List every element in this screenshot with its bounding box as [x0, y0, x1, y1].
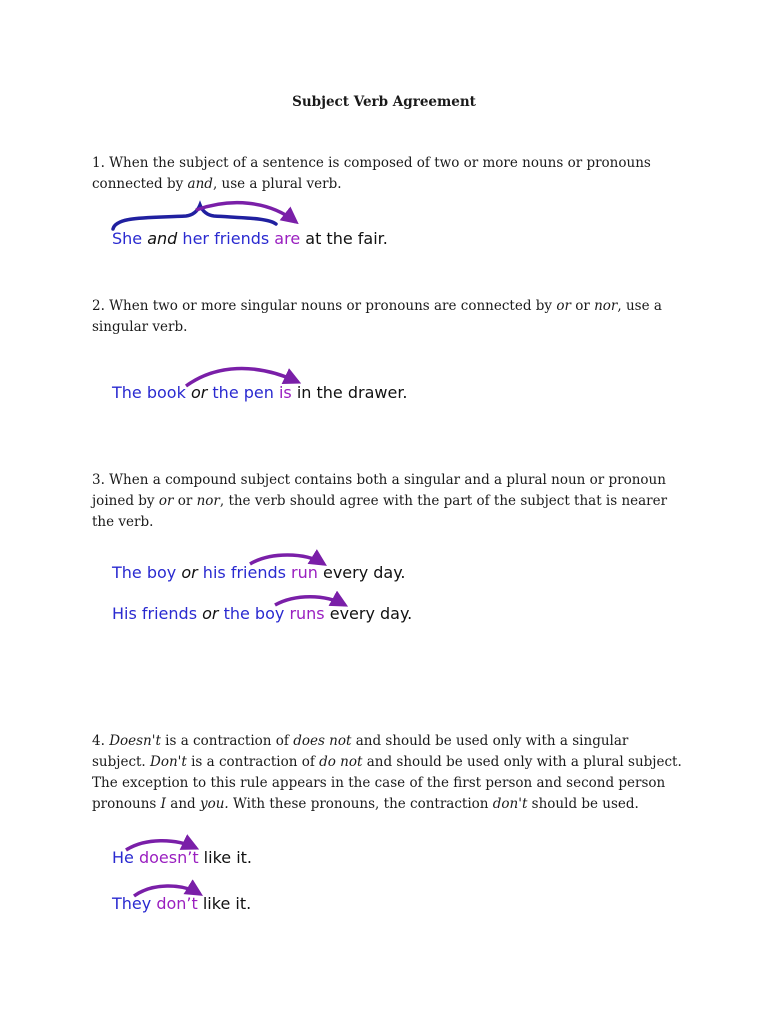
brace-icon [113, 205, 276, 229]
rule-1: 1. When the subject of a sentence is composed of two or more nouns or pronouns connected by and, use a plural verb. [92, 155, 651, 192]
rule-number: 1. [92, 155, 105, 171]
example-3b: His friends or the boy runs every day. [112, 604, 413, 623]
page-title: Subject Verb Agreement [292, 94, 476, 110]
rule-3: 3. When a compound subject contains both a singular and a plural noun or pronoun joined by or or nor, the verb should agree with the part of the subject that is nearer the verb. [92, 472, 668, 530]
rule-number: 2. [92, 298, 105, 314]
arrow-icon [196, 203, 296, 222]
rule-2: 2. When two or more singular nouns or pronouns are connected by or or nor, use a singular verb. [92, 298, 662, 335]
rule-number: 3. [92, 472, 105, 488]
rule-number: 4. [92, 733, 105, 749]
example-2: The book or the pen is in the drawer. [112, 383, 408, 402]
example-1: She and her friends are at the fair. [112, 229, 388, 248]
example-3a: The boy or his friends run every day. [112, 563, 406, 582]
example-4a: He doesn’t like it. [112, 848, 252, 867]
example-4b: They don’t like it. [112, 894, 252, 913]
rule-4: 4. Doesn't is a contraction of does not and should be used only with a singular subject. Don't is a contraction of do not and should be used only with a plural subject. The exception to this rule appears in the case of the first person and second person pronouns I and you. With these pronouns, the contraction don't should be used. [92, 733, 682, 812]
